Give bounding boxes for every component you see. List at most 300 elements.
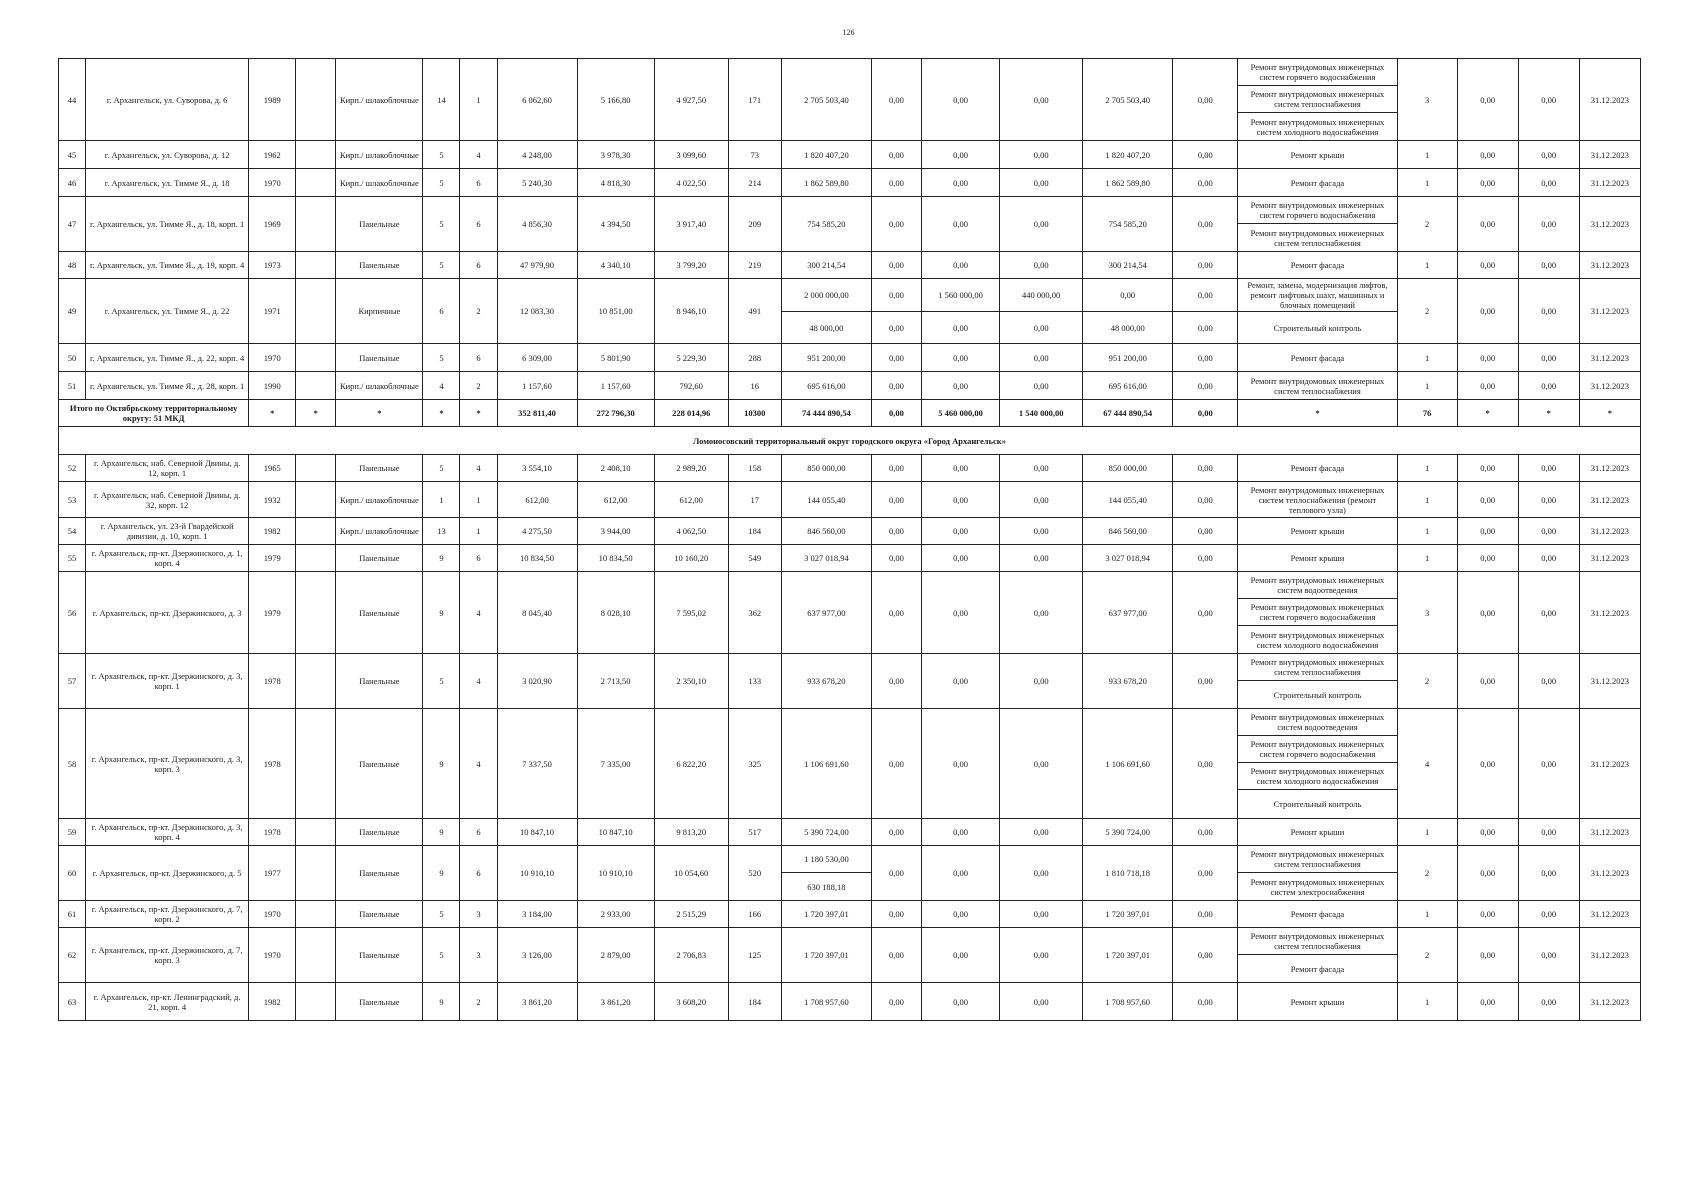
area-residential-cell: 6 822,20 (654, 709, 728, 819)
row-number: 48 (59, 252, 86, 279)
row-number: 54 (59, 518, 86, 545)
residents-cell: 166 (728, 901, 781, 928)
table-row (59, 372, 1641, 400)
wall-material-cell: Панельные (336, 572, 423, 654)
cost-cell: 0,00 (1000, 197, 1083, 252)
cost-cell: 0,00 (922, 169, 1000, 197)
cost-cell: 0,00 (922, 901, 1000, 928)
deadline-cell: 31.12.2023 (1579, 545, 1640, 572)
cost-cell: 0,00 (871, 169, 921, 197)
entrances-cell: 1 (460, 518, 497, 545)
work-type-cell: Ремонт фасада (1238, 455, 1397, 482)
cost-cell: 850 000,00 (781, 455, 871, 482)
work-type-cell: Строительный контроль (1238, 681, 1397, 709)
address-cell: г. Архангельск, ул. Тимме Я., д. 18, корп. 1 (86, 197, 249, 252)
address-cell: г. Архангельск, пр-кт. Дзержинского, д. 3, корп. 4 (86, 819, 249, 846)
area-residential-cell: 10 054,60 (654, 846, 728, 901)
empty-cell (296, 928, 336, 983)
cost-cell: 1 862 589,80 (1083, 169, 1173, 197)
residents-cell: 158 (728, 455, 781, 482)
area-total-cell: 12 083,30 (497, 279, 577, 344)
area-cell: 10 834,50 (577, 545, 654, 572)
unit-cost-cell: 0,00 (1518, 518, 1579, 545)
address-cell: г. Архангельск, пр-кт. Дзержинского, д. 7, корп. 2 (86, 901, 249, 928)
entrances-cell: 1 (460, 59, 497, 141)
area-cell: 2 408,10 (577, 455, 654, 482)
address-cell: г. Архангельск, пр-кт. Дзержинского, д. 3 (86, 572, 249, 654)
wall-material-cell: Кирп./ шлакоблочные (336, 59, 423, 141)
floors-cell: 5 (423, 252, 460, 279)
unit-cost-cell: 0,00 (1457, 983, 1518, 1021)
page-number: 126 (842, 28, 855, 37)
address-cell: г. Архангельск, пр-кт. Ленинградский, д. 21, корп. 4 (86, 983, 249, 1021)
area-total-cell: 1 157,60 (497, 372, 577, 400)
empty-cell (296, 279, 336, 344)
residents-cell: 325 (728, 709, 781, 819)
unit-cost-cell: 0,00 (1518, 344, 1579, 372)
cost-cell: 0,00 (1173, 518, 1238, 545)
area-residential-cell: 7 595,02 (654, 572, 728, 654)
area-residential-cell: 792,60 (654, 372, 728, 400)
residents-cell: 125 (728, 928, 781, 983)
area-residential-cell: 612,00 (654, 482, 728, 518)
cost-cell: 0,00 (922, 372, 1000, 400)
empty-cell (296, 572, 336, 654)
area-total-cell: 10 834,50 (497, 545, 577, 572)
work-type-cell: Строительный контроль (1238, 790, 1397, 819)
entrances-cell: 6 (460, 819, 497, 846)
unit-cost-cell: 0,00 (1457, 819, 1518, 846)
cost-cell: 0,00 (1000, 252, 1083, 279)
section-row (59, 427, 1641, 455)
cost-cell: 0,00 (871, 901, 921, 928)
row-number: 61 (59, 901, 86, 928)
work-type-cell: Ремонт внутридомовых инженерных систем теплоснабжения (1238, 224, 1397, 252)
total-cell: 0,00 (871, 400, 921, 427)
cost-cell: 933 678,20 (781, 654, 871, 709)
unit-cost-cell: 0,00 (1457, 545, 1518, 572)
count-cell: 2 (1397, 279, 1457, 344)
empty-cell (296, 455, 336, 482)
total-cell: 352 811,40 (497, 400, 577, 427)
work-type-cell: Ремонт крыши (1238, 983, 1397, 1021)
cost-cell: 5 390 724,00 (781, 819, 871, 846)
cost-cell: 0,00 (922, 197, 1000, 252)
cost-cell: 0,00 (871, 983, 921, 1021)
work-type-cell: Ремонт фасада (1238, 901, 1397, 928)
work-type-cell: Ремонт внутридомовых инженерных систем холодного водоснабжения (1238, 113, 1397, 141)
unit-cost-cell: 0,00 (1518, 983, 1579, 1021)
cost-cell: 0,00 (871, 482, 921, 518)
cost-cell: 754 585,20 (781, 197, 871, 252)
area-cell: 2 933,00 (577, 901, 654, 928)
table-row (59, 279, 1641, 312)
cost-cell: 3 027 018,94 (1083, 545, 1173, 572)
residents-cell: 133 (728, 654, 781, 709)
area-cell: 4 340,10 (577, 252, 654, 279)
entrances-cell: 6 (460, 252, 497, 279)
residents-cell: 288 (728, 344, 781, 372)
cost-cell: 0,00 (922, 482, 1000, 518)
total-cell: 228 014,96 (654, 400, 728, 427)
cost-cell: 2 000 000,00 (781, 279, 871, 312)
empty-cell (296, 141, 336, 169)
cost-cell: 48 000,00 (1083, 312, 1173, 344)
entrances-cell: 4 (460, 654, 497, 709)
row-number: 53 (59, 482, 86, 518)
cost-cell: 1 708 957,60 (1083, 983, 1173, 1021)
table-row (59, 141, 1641, 169)
row-number: 50 (59, 344, 86, 372)
cost-cell: 0,00 (1000, 312, 1083, 344)
work-type-cell: Ремонт внутридомовых инженерных систем горячего водоснабжения (1238, 736, 1397, 763)
year-cell: 1990 (249, 372, 296, 400)
count-cell: 3 (1397, 59, 1457, 141)
work-type-cell: Ремонт внутридомовых инженерных систем горячего водоснабжения (1238, 59, 1397, 86)
address-cell: г. Архангельск, ул. Тимме Я., д. 22 (86, 279, 249, 344)
cost-cell: 933 678,20 (1083, 654, 1173, 709)
area-total-cell: 3 184,00 (497, 901, 577, 928)
work-type-cell: Ремонт внутридомовых инженерных систем холодного водоснабжения (1238, 626, 1397, 654)
cost-cell: 1 560 000,00 (922, 279, 1000, 312)
unit-cost-cell: 0,00 (1518, 59, 1579, 141)
cost-cell: 0,00 (922, 654, 1000, 709)
table-row (59, 545, 1641, 572)
cost-cell: 0,00 (1000, 709, 1083, 819)
entrances-cell: 4 (460, 455, 497, 482)
cost-cell: 1 708 957,60 (781, 983, 871, 1021)
unit-cost-cell: 0,00 (1457, 169, 1518, 197)
area-total-cell: 47 979,90 (497, 252, 577, 279)
residents-cell: 219 (728, 252, 781, 279)
work-type-cell: Ремонт внутридомовых инженерных систем горячего водоснабжения (1238, 599, 1397, 626)
area-cell: 10 851,00 (577, 279, 654, 344)
cost-cell: 440 000,00 (1000, 279, 1083, 312)
table-row (59, 983, 1641, 1021)
unit-cost-cell: 0,00 (1518, 169, 1579, 197)
cost-cell: 0,00 (1000, 169, 1083, 197)
cost-cell: 1 862 589,80 (781, 169, 871, 197)
deadline-cell: 31.12.2023 (1579, 518, 1640, 545)
work-type-cell: Ремонт внутридомовых инженерных систем горячего водоснабжения (1238, 197, 1397, 224)
star-cell: * (1579, 400, 1640, 427)
work-type-cell: Ремонт фасада (1238, 169, 1397, 197)
floors-cell: 1 (423, 482, 460, 518)
cost-cell: 1 810 718,18 (1083, 846, 1173, 901)
area-residential-cell: 3 099,60 (654, 141, 728, 169)
unit-cost-cell: 0,00 (1518, 482, 1579, 518)
empty-cell (296, 372, 336, 400)
entrances-cell: 6 (460, 846, 497, 901)
cost-cell: 0,00 (1000, 372, 1083, 400)
total-cell: 1 540 000,00 (1000, 400, 1083, 427)
work-type-cell: Строительный контроль (1238, 312, 1397, 344)
entrances-cell: 4 (460, 141, 497, 169)
count-cell: 1 (1397, 901, 1457, 928)
unit-cost-cell: 0,00 (1457, 344, 1518, 372)
year-cell: 1971 (249, 279, 296, 344)
work-type-cell: Ремонт крыши (1238, 545, 1397, 572)
work-type-cell: Ремонт крыши (1238, 518, 1397, 545)
area-cell: 3 861,20 (577, 983, 654, 1021)
year-cell: 1969 (249, 197, 296, 252)
cost-cell: 0,00 (871, 372, 921, 400)
unit-cost-cell: 0,00 (1518, 141, 1579, 169)
cost-cell: 0,00 (1000, 344, 1083, 372)
year-cell: 1973 (249, 252, 296, 279)
cost-cell: 0,00 (1083, 279, 1173, 312)
unit-cost-cell: 0,00 (1457, 141, 1518, 169)
residents-cell: 520 (728, 846, 781, 901)
cost-cell: 846 560,00 (781, 518, 871, 545)
entrances-cell: 6 (460, 344, 497, 372)
address-cell: г. Архангельск, наб. Северной Двины, д. 32, корп. 12 (86, 482, 249, 518)
area-cell: 2 713,50 (577, 654, 654, 709)
area-total-cell: 3 554,10 (497, 455, 577, 482)
residents-cell: 171 (728, 59, 781, 141)
cost-cell: 1 820 407,20 (1083, 141, 1173, 169)
total-cell: 76 (1397, 400, 1457, 427)
work-type-cell: Ремонт внутридомовых инженерных систем теплоснабжения (1238, 654, 1397, 681)
residents-cell: 517 (728, 819, 781, 846)
deadline-cell: 31.12.2023 (1579, 928, 1640, 983)
unit-cost-cell: 0,00 (1457, 455, 1518, 482)
star-cell: * (249, 400, 296, 427)
area-residential-cell: 4 062,50 (654, 518, 728, 545)
unit-cost-cell: 0,00 (1518, 279, 1579, 344)
address-cell: г. Архангельск, ул. Суворова, д. 6 (86, 59, 249, 141)
work-type-cell: Ремонт крыши (1238, 819, 1397, 846)
entrances-cell: 6 (460, 545, 497, 572)
unit-cost-cell: 0,00 (1518, 252, 1579, 279)
empty-cell (296, 518, 336, 545)
deadline-cell: 31.12.2023 (1579, 455, 1640, 482)
address-cell: г. Архангельск, ул. Тимме Я., д. 22, корп. 4 (86, 344, 249, 372)
unit-cost-cell: 0,00 (1518, 545, 1579, 572)
table-row (59, 59, 1641, 86)
cost-cell: 0,00 (1000, 482, 1083, 518)
year-cell: 1977 (249, 846, 296, 901)
area-cell: 7 335,00 (577, 709, 654, 819)
cost-cell: 0,00 (1173, 819, 1238, 846)
work-type-cell: Ремонт внутридомовых инженерных систем холодного водоснабжения (1238, 763, 1397, 790)
unit-cost-cell: 0,00 (1457, 59, 1518, 141)
cost-cell: 0,00 (1173, 983, 1238, 1021)
cost-cell: 1 106 691,60 (781, 709, 871, 819)
address-cell: г. Архангельск, ул. 23-й Гвардейской дивизии, д. 10, корп. 1 (86, 518, 249, 545)
empty-cell (296, 819, 336, 846)
year-cell: 1979 (249, 572, 296, 654)
area-total-cell: 3 861,20 (497, 983, 577, 1021)
area-cell: 612,00 (577, 482, 654, 518)
address-cell: г. Архангельск, пр-кт. Дзержинского, д. 3, корп. 3 (86, 709, 249, 819)
deadline-cell: 31.12.2023 (1579, 169, 1640, 197)
work-type-cell: Ремонт внутридомовых инженерных систем электроснабжения (1238, 873, 1397, 901)
unit-cost-cell: 0,00 (1457, 846, 1518, 901)
cost-cell: 0,00 (922, 709, 1000, 819)
area-residential-cell: 2 515,29 (654, 901, 728, 928)
unit-cost-cell: 0,00 (1457, 279, 1518, 344)
cost-cell: 0,00 (1173, 59, 1238, 141)
wall-material-cell: Панельные (336, 545, 423, 572)
entrances-cell: 2 (460, 983, 497, 1021)
deadline-cell: 31.12.2023 (1579, 572, 1640, 654)
cost-cell: 0,00 (1173, 312, 1238, 344)
deadline-cell: 31.12.2023 (1579, 482, 1640, 518)
unit-cost-cell: 0,00 (1457, 572, 1518, 654)
cost-cell: 0,00 (1173, 545, 1238, 572)
cost-cell: 0,00 (922, 312, 1000, 344)
cost-cell: 0,00 (871, 279, 921, 312)
area-cell: 3 978,30 (577, 141, 654, 169)
floors-cell: 9 (423, 572, 460, 654)
unit-cost-cell: 0,00 (1457, 372, 1518, 400)
count-cell: 4 (1397, 709, 1457, 819)
cost-cell: 0,00 (922, 141, 1000, 169)
area-total-cell: 6 062,60 (497, 59, 577, 141)
cost-cell: 0,00 (871, 654, 921, 709)
cost-cell: 0,00 (1173, 846, 1238, 901)
wall-material-cell: Кирп./ шлакоблочные (336, 518, 423, 545)
residents-cell: 491 (728, 279, 781, 344)
area-cell: 10 910,10 (577, 846, 654, 901)
work-type-cell: Ремонт внутридомовых инженерных систем водоотведения (1238, 709, 1397, 736)
unit-cost-cell: 0,00 (1518, 572, 1579, 654)
entrances-cell: 6 (460, 169, 497, 197)
star-cell: * (1238, 400, 1397, 427)
total-cell: 10300 (728, 400, 781, 427)
row-number: 58 (59, 709, 86, 819)
floors-cell: 5 (423, 169, 460, 197)
area-cell: 1 157,60 (577, 372, 654, 400)
floors-cell: 14 (423, 59, 460, 141)
address-cell: г. Архангельск, ул. Тимме Я., д. 18 (86, 169, 249, 197)
unit-cost-cell: 0,00 (1518, 455, 1579, 482)
floors-cell: 5 (423, 901, 460, 928)
cost-cell: 0,00 (1173, 279, 1238, 312)
area-cell: 4 394,50 (577, 197, 654, 252)
cost-cell: 1 720 397,01 (1083, 928, 1173, 983)
area-total-cell: 6 309,00 (497, 344, 577, 372)
cost-cell: 695 616,00 (1083, 372, 1173, 400)
empty-cell (296, 197, 336, 252)
cost-cell: 0,00 (1000, 518, 1083, 545)
cost-cell: 0,00 (1173, 482, 1238, 518)
total-cell: 74 444 890,54 (781, 400, 871, 427)
deadline-cell: 31.12.2023 (1579, 901, 1640, 928)
cost-cell: 0,00 (871, 312, 921, 344)
cost-cell: 0,00 (922, 819, 1000, 846)
work-type-cell: Ремонт фасада (1238, 252, 1397, 279)
floors-cell: 5 (423, 197, 460, 252)
empty-cell (296, 709, 336, 819)
table-row (59, 709, 1641, 736)
unit-cost-cell: 0,00 (1518, 928, 1579, 983)
count-cell: 1 (1397, 141, 1457, 169)
entrances-cell: 2 (460, 279, 497, 344)
floors-cell: 9 (423, 846, 460, 901)
residents-cell: 214 (728, 169, 781, 197)
area-residential-cell: 3 917,40 (654, 197, 728, 252)
cost-cell: 0,00 (922, 846, 1000, 901)
area-cell: 10 847,10 (577, 819, 654, 846)
entrances-cell: 3 (460, 901, 497, 928)
work-type-cell: Ремонт крыши (1238, 141, 1397, 169)
year-cell: 1979 (249, 545, 296, 572)
star-cell: * (336, 400, 423, 427)
cost-cell: 0,00 (1000, 819, 1083, 846)
table-row (59, 169, 1641, 197)
empty-cell (296, 169, 336, 197)
work-type-cell: Ремонт фасада (1238, 955, 1397, 983)
unit-cost-cell: 0,00 (1457, 197, 1518, 252)
cost-cell: 0,00 (1000, 59, 1083, 141)
cost-cell: 144 055,40 (781, 482, 871, 518)
area-cell: 8 028,10 (577, 572, 654, 654)
year-cell: 1978 (249, 709, 296, 819)
work-type-cell: Ремонт внутридомовых инженерных систем теплоснабжения (1238, 846, 1397, 873)
address-cell: г. Архангельск, пр-кт. Дзержинского, д. 5 (86, 846, 249, 901)
table-row (59, 518, 1641, 545)
wall-material-cell: Панельные (336, 252, 423, 279)
entrances-cell: 1 (460, 482, 497, 518)
cost-cell: 850 000,00 (1083, 455, 1173, 482)
cost-cell: 0,00 (1173, 901, 1238, 928)
count-cell: 1 (1397, 518, 1457, 545)
total-cell: 67 444 890,54 (1083, 400, 1173, 427)
table-row (59, 846, 1641, 873)
row-number: 63 (59, 983, 86, 1021)
area-total-cell: 612,00 (497, 482, 577, 518)
cost-cell: 0,00 (922, 518, 1000, 545)
empty-cell (296, 983, 336, 1021)
work-type-cell: Ремонт внутридомовых инженерных систем теплоснабжения (1238, 372, 1397, 400)
cost-cell: 0,00 (922, 455, 1000, 482)
row-number: 57 (59, 654, 86, 709)
cost-cell: 2 705 503,40 (1083, 59, 1173, 141)
count-cell: 1 (1397, 169, 1457, 197)
deadline-cell: 31.12.2023 (1579, 372, 1640, 400)
floors-cell: 6 (423, 279, 460, 344)
cost-cell: 0,00 (871, 819, 921, 846)
deadline-cell: 31.12.2023 (1579, 141, 1640, 169)
cost-cell: 846 560,00 (1083, 518, 1173, 545)
wall-material-cell: Кирп./ шлакоблочные (336, 482, 423, 518)
count-cell: 1 (1397, 455, 1457, 482)
table-row (59, 572, 1641, 599)
deadline-cell: 31.12.2023 (1579, 59, 1640, 141)
cost-cell: 630 188,18 (781, 873, 871, 901)
address-cell: г. Архангельск, пр-кт. Дзержинского, д. 7, корп. 3 (86, 928, 249, 983)
entrances-cell: 4 (460, 572, 497, 654)
cost-cell: 951 200,00 (1083, 344, 1173, 372)
cost-cell: 0,00 (1173, 709, 1238, 819)
cost-cell: 0,00 (871, 545, 921, 572)
floors-cell: 9 (423, 545, 460, 572)
cost-cell: 48 000,00 (781, 312, 871, 344)
cost-cell: 0,00 (1000, 928, 1083, 983)
floors-cell: 5 (423, 141, 460, 169)
star-cell: * (1518, 400, 1579, 427)
floors-cell: 13 (423, 518, 460, 545)
cost-cell: 0,00 (871, 455, 921, 482)
cost-cell: 0,00 (922, 928, 1000, 983)
deadline-cell: 31.12.2023 (1579, 279, 1640, 344)
deadline-cell: 31.12.2023 (1579, 983, 1640, 1021)
empty-cell (296, 482, 336, 518)
wall-material-cell: Панельные (336, 928, 423, 983)
deadline-cell: 31.12.2023 (1579, 846, 1640, 901)
